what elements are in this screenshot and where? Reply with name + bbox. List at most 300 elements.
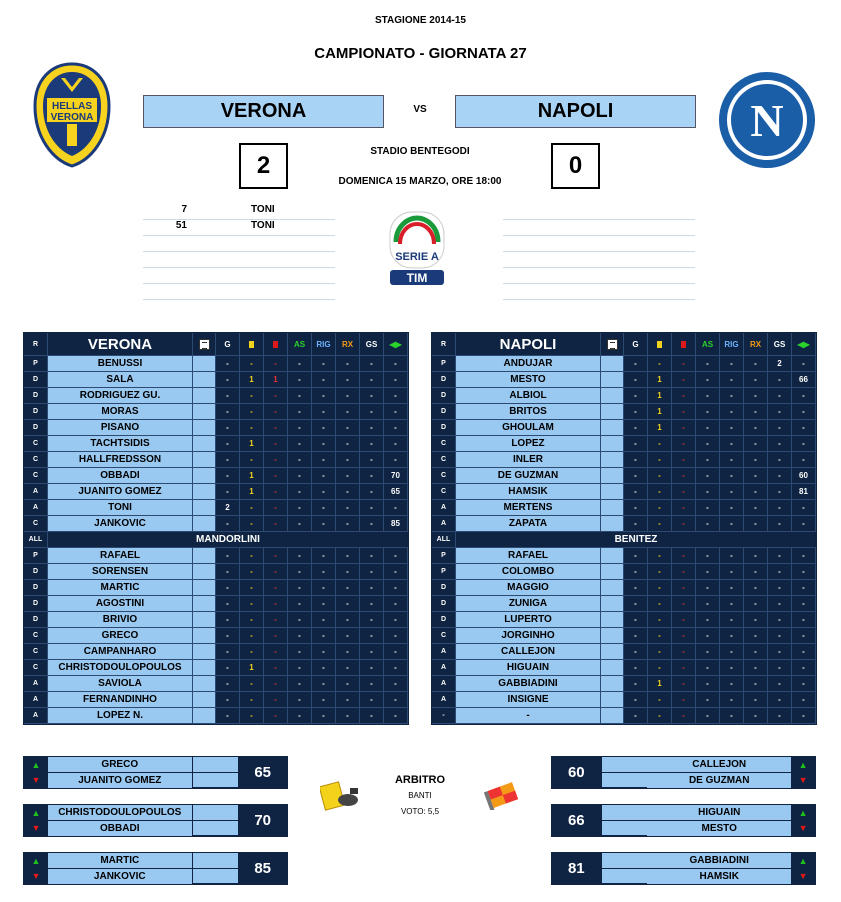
player-rx: - — [336, 516, 360, 531]
player-name: JUANITO GOMEZ — [48, 484, 193, 499]
player-penalties: - — [312, 580, 336, 595]
scorer-minute: 7 — [181, 204, 187, 215]
table-row — [432, 644, 816, 660]
table-row — [24, 452, 408, 468]
player-out: MESTO — [647, 821, 791, 837]
player-note — [193, 612, 216, 627]
player-note — [601, 644, 624, 659]
player-rx: - — [336, 676, 360, 691]
player-assists: - — [288, 420, 312, 435]
player-sub-minute: - — [384, 404, 408, 419]
player-yellow: - — [648, 452, 672, 467]
player-red: - — [264, 660, 288, 675]
sub-arrows — [24, 757, 48, 788]
player-goals: - — [624, 356, 648, 371]
player-name: MARTIC — [48, 580, 193, 595]
table-row — [24, 404, 408, 420]
table-row — [24, 372, 408, 388]
player-red: - — [672, 388, 696, 403]
player-yellow: - — [240, 500, 264, 515]
penalties-header: RIG — [720, 333, 744, 355]
player-goals: - — [216, 468, 240, 483]
linesman-flag-icon — [484, 780, 528, 810]
player-red: - — [264, 644, 288, 659]
player-goals: - — [216, 660, 240, 675]
player-note — [601, 356, 624, 371]
player-yellow: - — [648, 484, 672, 499]
player-role: A — [432, 676, 456, 691]
table-row — [432, 356, 816, 372]
player-yellow: - — [648, 356, 672, 371]
verona-logo — [33, 62, 111, 168]
player-role: D — [432, 596, 456, 611]
arrow-down-icon: ▼ — [798, 775, 808, 786]
table-header-row — [432, 333, 816, 356]
player-note — [601, 628, 624, 643]
player-red: - — [264, 564, 288, 579]
player-conceded: - — [768, 580, 792, 595]
player-role: D — [24, 580, 48, 595]
scorer-minute — [503, 204, 549, 219]
player-in: CHRISTODOULOPOULOS — [48, 805, 192, 821]
player-red: - — [264, 484, 288, 499]
player-red: - — [672, 644, 696, 659]
player-rx: - — [336, 548, 360, 563]
player-red: - — [672, 564, 696, 579]
player-sub-minute: - — [384, 388, 408, 403]
player-rx: - — [744, 452, 768, 467]
player-assists: - — [288, 372, 312, 387]
player-name: GRECO — [48, 628, 193, 643]
player-penalties: - — [720, 516, 744, 531]
player-penalties: - — [312, 404, 336, 419]
player-role: D — [432, 580, 456, 595]
sub-arrows — [791, 805, 815, 836]
player-note — [193, 596, 216, 611]
sub-minute: 65 — [238, 757, 287, 788]
player-name: ZUNIGA — [456, 596, 601, 611]
player-assists: - — [696, 356, 720, 371]
goals-header: G — [216, 333, 240, 355]
player-role: A — [24, 708, 48, 723]
player-name: RAFAEL — [48, 548, 193, 563]
player-sub-minute: - — [384, 708, 408, 723]
scorer-name — [549, 284, 695, 299]
player-red: - — [672, 500, 696, 515]
player-red: - — [672, 372, 696, 387]
scorer-name — [189, 252, 335, 267]
player-conceded: - — [360, 548, 384, 563]
player-conceded: - — [768, 548, 792, 563]
player-penalties: - — [720, 436, 744, 451]
player-conceded: - — [768, 388, 792, 403]
substitution-box — [23, 804, 288, 837]
player-note — [193, 676, 216, 691]
player-rx: - — [336, 628, 360, 643]
player-conceded: - — [360, 660, 384, 675]
player-goals: - — [624, 612, 648, 627]
sheet-icon — [601, 333, 624, 355]
player-name: CAMPANHARO — [48, 644, 193, 659]
player-goals: - — [216, 708, 240, 723]
player-note — [193, 484, 216, 499]
scorer-name — [189, 268, 335, 283]
sub-blank — [601, 757, 648, 788]
player-name: OBBADI — [48, 468, 193, 483]
player-goals: - — [624, 628, 648, 643]
player-conceded: - — [768, 564, 792, 579]
player-name: GABBIADINI — [456, 676, 601, 691]
player-conceded: - — [768, 468, 792, 483]
player-yellow: - — [240, 356, 264, 371]
player-sub-minute: 65 — [384, 484, 408, 499]
player-name: INSIGNE — [456, 692, 601, 707]
scorer-name: TONI — [251, 204, 275, 215]
player-penalties: - — [720, 692, 744, 707]
player-sub-minute: - — [792, 580, 816, 595]
player-penalties: - — [720, 644, 744, 659]
player-yellow: - — [240, 404, 264, 419]
player-conceded: - — [768, 644, 792, 659]
player-penalties: - — [720, 580, 744, 595]
player-penalties: - — [720, 388, 744, 403]
player-sub-minute: - — [792, 436, 816, 451]
player-assists: - — [696, 404, 720, 419]
player-conceded: - — [360, 452, 384, 467]
scorer-row — [503, 220, 695, 236]
player-assists: - — [696, 708, 720, 723]
goals-header: G — [624, 333, 648, 355]
player-goals: - — [216, 420, 240, 435]
table-row — [24, 644, 408, 660]
player-conceded: - — [768, 660, 792, 675]
player-rx: - — [744, 372, 768, 387]
player-rx: - — [744, 708, 768, 723]
player-red: - — [264, 548, 288, 563]
player-assists: - — [288, 468, 312, 483]
player-yellow: - — [240, 420, 264, 435]
player-name: HIGUAIN — [456, 660, 601, 675]
player-rx: - — [744, 516, 768, 531]
player-sub-minute: - — [384, 420, 408, 435]
player-role: C — [24, 660, 48, 675]
player-note — [601, 548, 624, 563]
table-row — [432, 708, 816, 724]
table-row — [432, 404, 816, 420]
player-penalties: - — [720, 612, 744, 627]
substitution-box — [23, 756, 288, 789]
player-red: - — [264, 404, 288, 419]
away-score: 0 — [551, 143, 600, 189]
player-rx: - — [744, 596, 768, 611]
player-note — [601, 612, 624, 627]
player-rx: - — [744, 468, 768, 483]
player-note — [193, 356, 216, 371]
player-penalties: - — [720, 548, 744, 563]
player-name: TONI — [48, 500, 193, 515]
sub-names — [647, 853, 791, 884]
scorer-row — [503, 236, 695, 252]
player-name: - — [456, 708, 601, 723]
player-note — [193, 404, 216, 419]
player-assists: - — [696, 548, 720, 563]
player-yellow: - — [240, 516, 264, 531]
player-sub-minute: - — [792, 660, 816, 675]
player-assists: - — [696, 372, 720, 387]
player-note — [193, 628, 216, 643]
player-rx: - — [744, 420, 768, 435]
player-conceded: - — [360, 468, 384, 483]
player-note — [601, 692, 624, 707]
player-role: D — [432, 420, 456, 435]
player-rx: - — [336, 708, 360, 723]
player-out: JUANITO GOMEZ — [48, 773, 192, 789]
scorer-name — [549, 220, 695, 235]
scorer-row — [143, 204, 335, 220]
player-rx: - — [336, 660, 360, 675]
scorer-minute — [143, 236, 189, 251]
player-role: A — [432, 692, 456, 707]
scorer-name: TONI — [251, 220, 275, 231]
table-row — [432, 420, 816, 436]
player-sub-minute: 60 — [792, 468, 816, 483]
player-conceded: - — [360, 356, 384, 371]
player-rx: - — [336, 644, 360, 659]
player-name: RODRIGUEZ GU. — [48, 388, 193, 403]
player-name: MAGGIO — [456, 580, 601, 595]
player-yellow: - — [240, 644, 264, 659]
coach-name: MANDORLINI — [48, 532, 408, 547]
player-sub-minute: - — [384, 676, 408, 691]
player-sub-minute: - — [384, 500, 408, 515]
player-assists: - — [696, 660, 720, 675]
player-goals: - — [216, 676, 240, 691]
player-penalties: - — [720, 468, 744, 483]
player-goals: - — [216, 596, 240, 611]
player-role: D — [24, 372, 48, 387]
scorer-minute: 51 — [175, 220, 187, 231]
table-row — [432, 660, 816, 676]
player-name: SAVIOLA — [48, 676, 193, 691]
player-goals: - — [216, 516, 240, 531]
player-rx: - — [336, 452, 360, 467]
player-note — [601, 596, 624, 611]
table-row — [432, 484, 816, 500]
player-conceded: 2 — [768, 356, 792, 371]
player-penalties: - — [312, 500, 336, 515]
player-conceded: - — [768, 708, 792, 723]
player-note — [601, 708, 624, 723]
player-yellow: 1 — [648, 372, 672, 387]
player-name: FERNANDINHO — [48, 692, 193, 707]
arrow-down-icon: ▼ — [798, 823, 808, 834]
player-name: COLOMBO — [456, 564, 601, 579]
player-goals: - — [216, 612, 240, 627]
sheet-icon — [193, 333, 216, 355]
arrow-up-icon: ▲ — [798, 807, 808, 818]
player-name: ALBIOL — [456, 388, 601, 403]
player-red: - — [264, 596, 288, 611]
goals-conceded-header: GS — [360, 333, 384, 355]
player-sub-minute: - — [792, 628, 816, 643]
player-name: SORENSEN — [48, 564, 193, 579]
player-sub-minute: - — [384, 692, 408, 707]
table-row — [24, 692, 408, 708]
player-conceded: - — [360, 372, 384, 387]
player-sub-minute: - — [384, 660, 408, 675]
player-role: D — [432, 404, 456, 419]
player-penalties: - — [312, 356, 336, 371]
player-conceded: - — [768, 372, 792, 387]
player-red: - — [264, 516, 288, 531]
player-assists: - — [288, 580, 312, 595]
player-red: - — [672, 516, 696, 531]
away-stats-table — [431, 332, 817, 725]
player-note — [601, 452, 624, 467]
table-row — [432, 372, 816, 388]
player-note — [601, 580, 624, 595]
player-yellow: - — [240, 596, 264, 611]
player-conceded: - — [768, 484, 792, 499]
season-label: STAGIONE 2014-15 — [375, 15, 466, 26]
player-rx: - — [336, 372, 360, 387]
player-red: - — [264, 708, 288, 723]
player-role: P — [432, 564, 456, 579]
player-assists: - — [696, 500, 720, 515]
player-penalties: - — [312, 676, 336, 691]
player-penalties: - — [312, 388, 336, 403]
player-name: BRIVIO — [48, 612, 193, 627]
player-goals: - — [624, 420, 648, 435]
player-yellow: - — [648, 580, 672, 595]
table-row — [432, 548, 816, 564]
player-note — [601, 388, 624, 403]
player-yellow: 1 — [648, 404, 672, 419]
scorer-minute — [143, 284, 189, 299]
player-role: D — [432, 388, 456, 403]
player-conceded: - — [360, 564, 384, 579]
player-conceded: - — [360, 516, 384, 531]
player-rx: - — [336, 356, 360, 371]
player-rx: - — [336, 468, 360, 483]
player-goals: - — [624, 644, 648, 659]
player-sub-minute: - — [792, 420, 816, 435]
player-rx: - — [336, 580, 360, 595]
player-penalties: - — [312, 516, 336, 531]
home-scorers — [143, 204, 335, 300]
player-conceded: - — [360, 436, 384, 451]
sub-blank — [601, 805, 648, 836]
vs-label: VS — [413, 104, 427, 115]
player-name: ANDUJAR — [456, 356, 601, 371]
scorer-minute — [503, 220, 549, 235]
player-sub-minute: - — [384, 564, 408, 579]
player-out: JANKOVIC — [48, 869, 192, 885]
player-assists: - — [288, 564, 312, 579]
player-penalties: - — [720, 708, 744, 723]
player-rx: - — [744, 564, 768, 579]
arrow-down-icon: ▼ — [31, 823, 41, 834]
scorer-minute — [503, 252, 549, 267]
scorer-row — [143, 268, 335, 284]
coach-row — [432, 532, 816, 548]
player-red: - — [672, 436, 696, 451]
sub-names — [48, 853, 192, 884]
scorer-name — [549, 236, 695, 251]
player-name: DE GUZMAN — [456, 468, 601, 483]
player-rx: - — [744, 356, 768, 371]
player-red: - — [264, 500, 288, 515]
player-yellow: 1 — [648, 676, 672, 691]
player-assists: - — [696, 436, 720, 451]
scorer-row — [143, 252, 335, 268]
player-role: D — [432, 612, 456, 627]
player-goals: - — [624, 596, 648, 611]
player-goals: - — [624, 452, 648, 467]
player-goals: 2 — [216, 500, 240, 515]
player-role: P — [24, 548, 48, 563]
sub-arrows — [791, 757, 815, 788]
player-goals: - — [624, 388, 648, 403]
player-note — [601, 436, 624, 451]
player-penalties: - — [720, 484, 744, 499]
player-red: - — [672, 452, 696, 467]
scorer-name — [549, 268, 695, 283]
player-assists: - — [288, 692, 312, 707]
player-role: P — [24, 356, 48, 371]
player-role: A — [432, 500, 456, 515]
player-conceded: - — [768, 420, 792, 435]
player-rx: - — [744, 500, 768, 515]
player-conceded: - — [360, 580, 384, 595]
player-rx: - — [744, 388, 768, 403]
svg-text:TIM: TIM — [406, 271, 428, 285]
yellow-card-icon — [648, 333, 672, 355]
player-role: C — [24, 628, 48, 643]
player-penalties: - — [312, 452, 336, 467]
player-penalties: - — [312, 420, 336, 435]
player-rx: - — [336, 500, 360, 515]
player-yellow: - — [240, 452, 264, 467]
player-red: - — [672, 596, 696, 611]
player-sub-minute: - — [792, 500, 816, 515]
scorer-minute — [503, 268, 549, 283]
player-rx: - — [744, 612, 768, 627]
sub-names — [647, 805, 791, 836]
substitution-icon: ◀▶ — [384, 333, 408, 355]
player-role: D — [24, 564, 48, 579]
player-sub-minute: - — [384, 372, 408, 387]
sub-minute: 70 — [238, 805, 287, 836]
player-yellow: 1 — [648, 388, 672, 403]
yellow-card-icon — [240, 333, 264, 355]
arrow-down-icon: ▼ — [798, 871, 808, 882]
player-yellow: - — [648, 436, 672, 451]
player-conceded: - — [360, 484, 384, 499]
player-assists: - — [696, 612, 720, 627]
scorer-row — [503, 284, 695, 300]
player-role: D — [24, 420, 48, 435]
player-yellow: - — [648, 596, 672, 611]
player-yellow: 1 — [240, 468, 264, 483]
player-assists: - — [288, 644, 312, 659]
player-sub-minute: - — [384, 644, 408, 659]
referee-name: BANTI — [408, 791, 432, 800]
player-note — [601, 484, 624, 499]
player-role: A — [24, 676, 48, 691]
player-note — [193, 580, 216, 595]
player-goals: - — [216, 372, 240, 387]
